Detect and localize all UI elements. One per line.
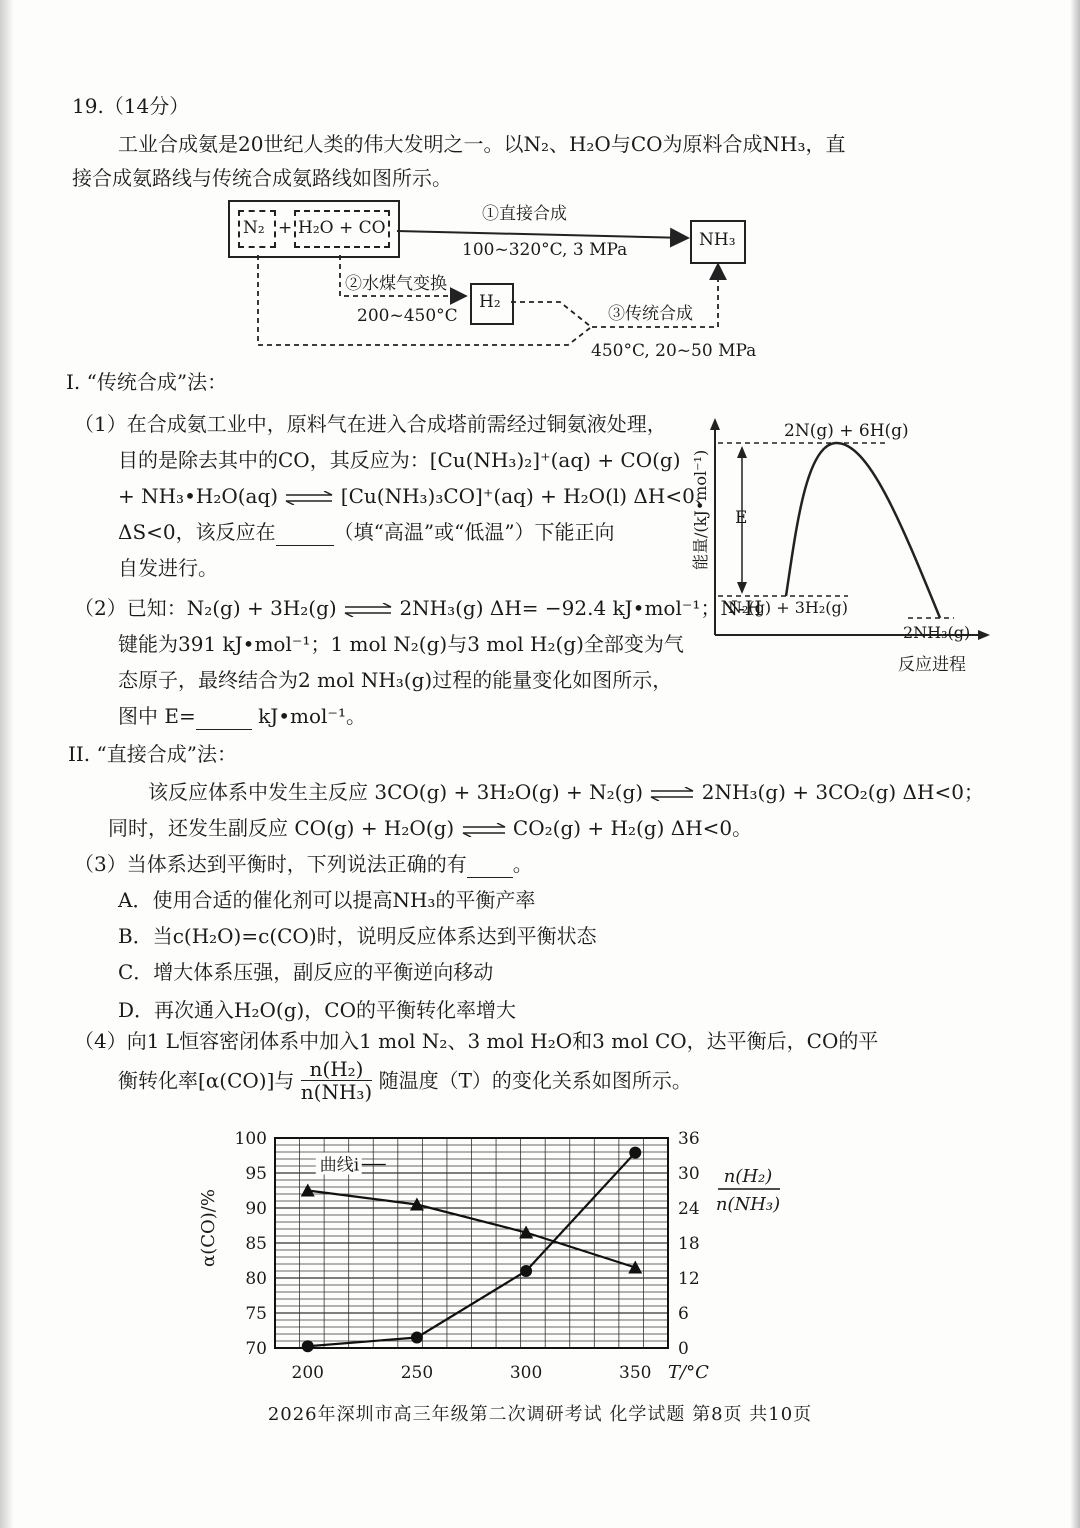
left-tick-label: 80 bbox=[245, 1269, 267, 1289]
label-atoms: 2N(g) + 6H(g) bbox=[784, 421, 909, 441]
q1-line-5: 自发进行。 bbox=[118, 556, 218, 580]
label-e: E bbox=[735, 508, 748, 528]
right-axis-label-num: n(H₂) bbox=[723, 1166, 773, 1187]
x-tick-label: 200 bbox=[291, 1363, 324, 1383]
right-tick-label: 36 bbox=[678, 1129, 700, 1149]
side-reaction bbox=[108, 814, 752, 844]
right-tick-label: 6 bbox=[678, 1304, 689, 1324]
left-tick-label: 100 bbox=[234, 1129, 267, 1149]
main-reaction-right: 2NH₃(g) + 3CO₂(g) ΔH<0； bbox=[701, 780, 984, 804]
left-axis-label: α(CO)/% bbox=[198, 1189, 219, 1267]
circle-point bbox=[629, 1147, 641, 1159]
intro-line-1: 工业合成氨是20世纪人类的伟大发明之一。以N₂、H₂O与CO为原料合成NH₃，直 bbox=[118, 132, 846, 156]
q2-answer-blank[interactable] bbox=[196, 707, 252, 730]
route-arrows bbox=[0, 0, 1080, 380]
right-tick-label: 0 bbox=[678, 1339, 689, 1359]
q4-line-2 bbox=[118, 1058, 692, 1103]
option-d[interactable]: D．再次通入H₂O(g)，CO的平衡转化率增大 bbox=[118, 998, 516, 1022]
q3-end: 。 bbox=[512, 852, 533, 876]
q2-line-4 bbox=[118, 702, 366, 730]
left-tick-label: 95 bbox=[245, 1164, 267, 1184]
left-tick-label: 70 bbox=[245, 1339, 267, 1359]
circle-point bbox=[520, 1265, 532, 1277]
left-tick-label: 90 bbox=[245, 1199, 267, 1219]
part2-heading: II. “直接合成”法： bbox=[68, 742, 237, 766]
q2-line-1-right: 2NH₃(g) ΔH= −92.4 kJ•mol⁻¹；N-H bbox=[399, 596, 763, 620]
q4-fraction bbox=[301, 1058, 372, 1103]
equilibrium-arrow bbox=[343, 596, 393, 624]
part1-heading: I. “传统合成”法： bbox=[66, 370, 228, 394]
nh3-label: NH₃ bbox=[699, 230, 736, 250]
route1-condition: 100~320°C, 3 MPa bbox=[462, 240, 628, 260]
x-tick-label: 250 bbox=[400, 1363, 434, 1383]
label-products: 2NH₃(g) bbox=[903, 623, 971, 642]
q3-stem bbox=[74, 850, 533, 878]
left-tick-label: 75 bbox=[245, 1304, 267, 1324]
q1-line-4-left: ΔS<0，该反应在 bbox=[118, 520, 276, 544]
q1-line-4 bbox=[118, 518, 615, 546]
x-tick-label: 300 bbox=[509, 1363, 543, 1383]
circle-point bbox=[411, 1332, 423, 1344]
q1-line-2: 目的是除去其中的CO，其反应为：[Cu(NH₃)₂]⁺(aq) + CO(g) bbox=[118, 448, 681, 472]
right-tick-label: 12 bbox=[678, 1269, 700, 1289]
energy-diagram bbox=[688, 410, 1000, 680]
q4-line-2-right: 随温度（T）的变化关系如图所示。 bbox=[378, 1068, 692, 1093]
q1-line-3 bbox=[118, 482, 715, 512]
route3-condition: 450°C, 20~50 MPa bbox=[591, 341, 757, 361]
q2-line-1 bbox=[74, 594, 762, 624]
option-a[interactable]: A．使用合适的催化剂可以提高NH₃的平衡产率 bbox=[118, 888, 536, 912]
q1-line-1: （1）在合成氨工业中，原料气在进入合成塔前需经过铜氨液处理， bbox=[74, 412, 667, 436]
equilibrium-arrow bbox=[284, 484, 334, 512]
q2-line-4-right: kJ•mol⁻¹。 bbox=[258, 704, 366, 728]
n2-label: N₂ bbox=[243, 218, 265, 238]
q2-line-3: 态原子，最终结合为2 mol NH₃(g)过程的能量变化如图所示， bbox=[118, 668, 673, 692]
page-footer: 2026年深圳市高三年级第二次调研考试 化学试题 第8页 共10页 bbox=[267, 1404, 813, 1425]
y-axis-label: 能量/(kJ•mol⁻¹) bbox=[691, 449, 710, 570]
q4-frac-num: n(H₂) bbox=[301, 1058, 372, 1081]
intro-line-2: 接合成氨路线与传统合成氨路线如图所示。 bbox=[72, 166, 452, 190]
x-axis-label: T/°C bbox=[668, 1362, 709, 1383]
h2o-co-label: H₂O + CO bbox=[298, 218, 386, 238]
option-b[interactable]: B．当c(H₂O)=c(CO)时，说明反应体系达到平衡状态 bbox=[118, 924, 597, 948]
q4-line-2-left: 衡转化率[α(CO)]与 bbox=[118, 1068, 295, 1093]
question-number: 19.（14分） bbox=[72, 94, 190, 118]
q1-answer-blank[interactable] bbox=[276, 523, 334, 546]
equilibrium-arrow bbox=[461, 816, 507, 844]
q2-line-4-left: 图中 E= bbox=[118, 704, 196, 728]
side-reaction-left: 同时，还发生副反应 CO(g) + H₂O(g) bbox=[108, 816, 455, 840]
equilibrium-arrow bbox=[649, 780, 695, 808]
right-axis-label-den: n(NH₃) bbox=[715, 1194, 781, 1215]
option-c[interactable]: C．增大体系压强，副反应的平衡逆向移动 bbox=[118, 960, 494, 984]
right-tick-label: 18 bbox=[678, 1234, 700, 1254]
q4-line-1: （4）向1 L恒容密闭体系中加入1 mol N₂、3 mol H₂O和3 mol CO，达平衡后，CO的平 bbox=[74, 1029, 879, 1053]
x-axis-label: 反应进程 bbox=[898, 655, 966, 675]
label-reactants: N₂(g) + 3H₂(g) bbox=[728, 598, 848, 617]
circle-point bbox=[302, 1340, 314, 1352]
q3-text: （3）当体系达到平衡时，下列说法正确的有 bbox=[74, 852, 467, 876]
energy-curve bbox=[786, 443, 940, 618]
q2-line-1-left: （2）已知：N₂(g) + 3H₂(g) bbox=[74, 596, 337, 620]
plus-label: + bbox=[278, 218, 293, 238]
route1-label: ①直接合成 bbox=[482, 204, 567, 224]
x-tick-label: 350 bbox=[619, 1363, 652, 1383]
q1-line-3-right: [Cu(NH₃)₃CO]⁺(aq) + H₂O(l) ΔH<0、 bbox=[340, 484, 715, 508]
series-label-curve-i: 曲线i bbox=[319, 1155, 360, 1176]
q2-line-2: 键能为391 kJ•mol⁻¹；1 mol N₂(g)与3 mol H₂(g)全部变为气 bbox=[118, 632, 684, 656]
right-tick-label: 30 bbox=[678, 1164, 700, 1184]
route2-condition: 200~450°C bbox=[357, 306, 458, 326]
main-reaction-left: 该反应体系中发生主反应 3CO(g) + 3H₂O(g) + N₂(g) bbox=[148, 780, 644, 804]
route3-label: ③传统合成 bbox=[608, 304, 693, 324]
main-reaction bbox=[148, 778, 984, 808]
right-tick-label: 24 bbox=[678, 1199, 700, 1219]
route2-label: ②水煤气变换 bbox=[345, 274, 447, 294]
triangle-point bbox=[301, 1184, 315, 1197]
side-reaction-right: CO₂(g) + H₂(g) ΔH<0。 bbox=[512, 816, 753, 840]
q1-line-4-right: （填“高温”或“低温”）下能正向 bbox=[333, 520, 615, 544]
q4-frac-den: n(NH₃) bbox=[300, 1080, 373, 1104]
q3-answer-blank[interactable] bbox=[467, 855, 513, 878]
h2-label: H₂ bbox=[479, 292, 501, 312]
q1-line-3-left: + NH₃•H₂O(aq) bbox=[118, 484, 279, 508]
left-tick-label: 85 bbox=[245, 1234, 267, 1254]
conversion-chart bbox=[170, 1120, 810, 1390]
